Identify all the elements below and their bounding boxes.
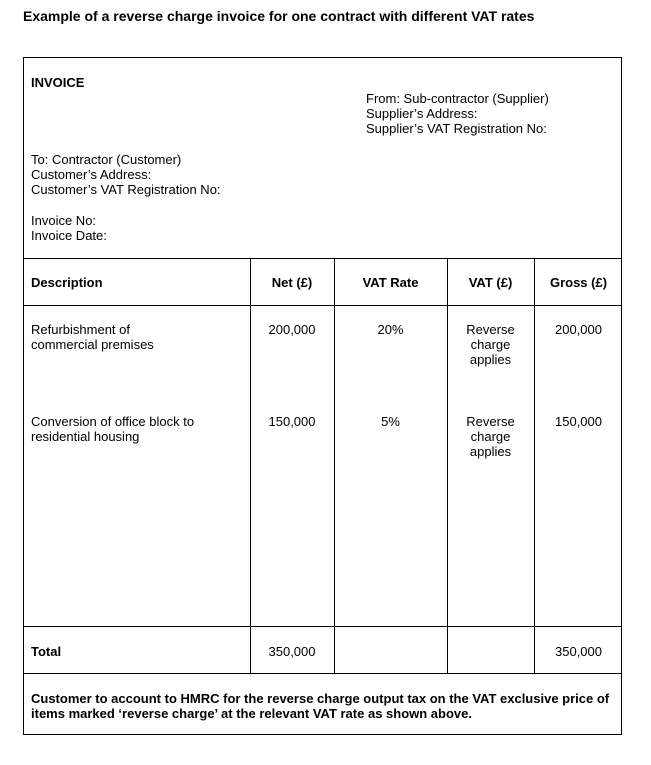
column-divider — [447, 258, 448, 673]
row-1-vat-line1: Reverse — [466, 322, 515, 337]
row-1-description-line1: Refurbishment of — [31, 322, 130, 337]
row-2-description-line2: residential housing — [31, 429, 140, 444]
row-1-vat-line3: applies — [469, 352, 512, 367]
column-divider — [250, 258, 251, 673]
customer-vat-label: Customer’s VAT Registration No: — [31, 182, 221, 197]
supplier-vat-label: Supplier’s VAT Registration No: — [366, 121, 547, 136]
column-header-divider — [24, 305, 621, 306]
header-vat: VAT (£) — [468, 275, 513, 290]
body-divider — [24, 626, 621, 627]
invoice-date-label: Invoice Date: — [31, 228, 107, 243]
column-divider — [534, 258, 535, 673]
total-divider — [24, 673, 621, 674]
row-2-vat-line2: charge — [470, 429, 511, 444]
row-1-net: 200,000 — [268, 322, 316, 337]
row-2-net: 150,000 — [268, 414, 316, 429]
invoice-no-label: Invoice No: — [31, 213, 97, 228]
row-2-vat-rate: 5% — [381, 414, 400, 429]
invoice-heading: INVOICE — [31, 75, 85, 90]
reverse-charge-note: Customer to account to HMRC for the reverse charge output tax on the VAT exclusive price of items marked ‘reverse charge’ at the relevant VAT rate as shown above. — [31, 691, 610, 721]
customer-address-label: Customer’s Address: — [31, 167, 152, 182]
row-2-vat-line1: Reverse — [466, 414, 515, 429]
header-net: Net (£) — [271, 275, 313, 290]
header-divider — [24, 258, 621, 259]
row-2-vat-line3: applies — [469, 444, 512, 459]
row-1-gross: 200,000 — [555, 322, 602, 337]
total-gross: 350,000 — [555, 644, 602, 659]
header-gross: Gross (£) — [549, 275, 608, 290]
row-2-gross: 150,000 — [555, 414, 602, 429]
column-divider — [334, 258, 335, 673]
header-vat-rate: VAT Rate — [362, 275, 419, 290]
row-1-vat-line2: charge — [470, 337, 511, 352]
invoice-box — [23, 57, 622, 735]
header-description: Description — [31, 275, 103, 290]
customer-to: To: Contractor (Customer) — [31, 152, 182, 167]
supplier-address-label: Supplier’s Address: — [366, 106, 478, 121]
total-net: 350,000 — [268, 644, 316, 659]
document-title: Example of a reverse charge invoice for one contract with different VAT rates — [23, 8, 535, 24]
row-1-description-line2: commercial premises — [31, 337, 154, 352]
supplier-from: From: Sub-contractor (Supplier) — [366, 91, 549, 106]
total-label: Total — [31, 644, 62, 659]
row-2-description-line1: Conversion of office block to — [31, 414, 195, 429]
row-1-vat-rate: 20% — [377, 322, 404, 337]
